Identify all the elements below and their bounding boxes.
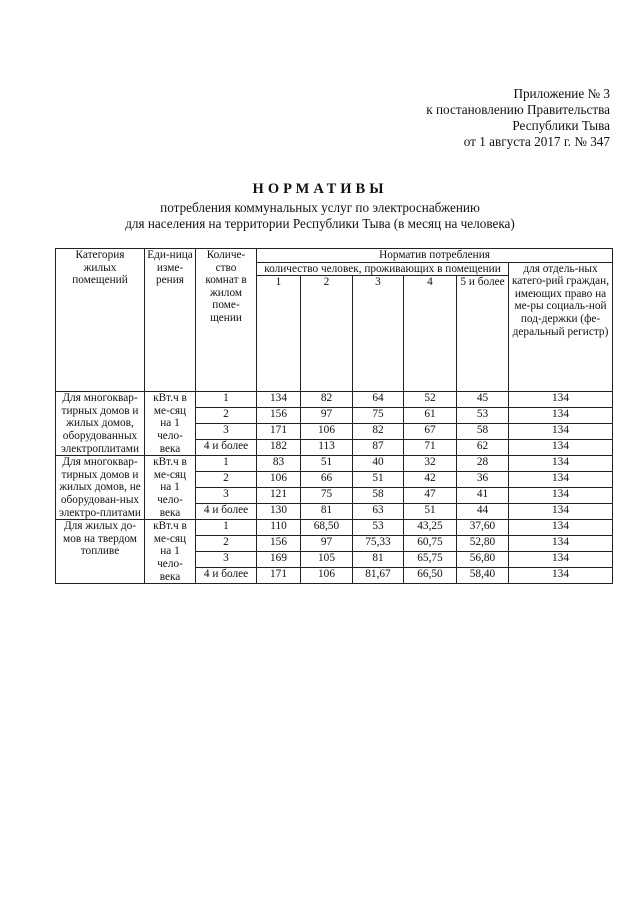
rooms-cell: 4 и более — [196, 568, 257, 584]
rooms-cell: 1 — [196, 520, 257, 536]
value-cell: 62 — [457, 440, 509, 456]
value-cell: 97 — [301, 408, 353, 424]
value-cell: 41 — [457, 488, 509, 504]
appendix-number: Приложение № 3 — [513, 86, 610, 101]
value-cell: 121 — [257, 488, 301, 504]
value-cell: 97 — [301, 536, 353, 552]
value-cell: 51 — [353, 472, 404, 488]
rooms-cell: 3 — [196, 488, 257, 504]
value-cell: 134 — [257, 392, 301, 408]
value-cell: 64 — [353, 392, 404, 408]
value-cell: 40 — [353, 456, 404, 472]
value-cell: 110 — [257, 520, 301, 536]
header-people-3: 3 — [353, 276, 404, 392]
special-value-cell: 134 — [509, 472, 613, 488]
header-rooms: Количе-ство комнат в жилом поме-щении — [196, 249, 257, 392]
special-value-cell: 134 — [509, 504, 613, 520]
value-cell: 182 — [257, 440, 301, 456]
document-title: НОРМАТИВЫ — [252, 181, 388, 197]
value-cell: 58,40 — [457, 568, 509, 584]
category-cell: Для жилых до-мов на твердом топливе — [56, 520, 145, 584]
value-cell: 171 — [257, 568, 301, 584]
value-cell: 51 — [301, 456, 353, 472]
special-value-cell: 134 — [509, 440, 613, 456]
value-cell: 106 — [301, 568, 353, 584]
special-value-cell: 134 — [509, 488, 613, 504]
header-people-2: 2 — [301, 276, 353, 392]
rooms-cell: 2 — [196, 408, 257, 424]
value-cell: 68,50 — [301, 520, 353, 536]
value-cell: 52 — [404, 392, 457, 408]
rooms-cell: 1 — [196, 392, 257, 408]
value-cell: 81 — [353, 552, 404, 568]
header-norm: Норматив потребления — [257, 249, 613, 263]
value-cell: 43,25 — [404, 520, 457, 536]
rooms-cell: 2 — [196, 472, 257, 488]
value-cell: 32 — [404, 456, 457, 472]
value-cell: 75,33 — [353, 536, 404, 552]
value-cell: 87 — [353, 440, 404, 456]
value-cell: 81 — [301, 504, 353, 520]
value-cell: 56,80 — [457, 552, 509, 568]
special-value-cell: 134 — [509, 568, 613, 584]
value-cell: 156 — [257, 408, 301, 424]
value-cell: 63 — [353, 504, 404, 520]
header-people-1: 1 — [257, 276, 301, 392]
value-cell: 58 — [353, 488, 404, 504]
table-row — [56, 520, 613, 536]
header-unit: Еди-ница изме-рения — [145, 249, 196, 392]
value-cell: 156 — [257, 536, 301, 552]
value-cell: 65,75 — [404, 552, 457, 568]
value-cell: 60,75 — [404, 536, 457, 552]
unit-cell: кВт.ч в ме-сяц на 1 чело-века — [145, 520, 196, 584]
header-people-5: 5 и более — [457, 276, 509, 392]
header-people-4: 4 — [404, 276, 457, 392]
rooms-cell: 4 и более — [196, 440, 257, 456]
value-cell: 105 — [301, 552, 353, 568]
value-cell: 36 — [457, 472, 509, 488]
value-cell: 52,80 — [457, 536, 509, 552]
header-special: для отдель-ных катего-рий граждан, имеющих право на ме-ры социаль-ной под-держки (фе-деральный регистр) — [509, 262, 613, 392]
header-category: Категория жилых помещений — [56, 249, 145, 392]
special-value-cell: 134 — [509, 536, 613, 552]
unit-cell: кВт.ч в ме-сяц на 1 чело-века — [145, 456, 196, 520]
rooms-cell: 3 — [196, 424, 257, 440]
special-value-cell: 134 — [509, 424, 613, 440]
value-cell: 130 — [257, 504, 301, 520]
special-value-cell: 134 — [509, 552, 613, 568]
table-row — [56, 456, 613, 472]
value-cell: 58 — [457, 424, 509, 440]
subtitle-line-1: потребления коммунальных услуг по электроснабжению — [160, 200, 480, 215]
special-value-cell: 134 — [509, 408, 613, 424]
category-cell: Для многоквар-тирных домов и жилых домов, не оборудован-ных электро-плитами — [56, 456, 145, 520]
table-body — [56, 392, 613, 584]
value-cell: 83 — [257, 456, 301, 472]
value-cell: 66 — [301, 472, 353, 488]
value-cell: 67 — [404, 424, 457, 440]
value-cell: 61 — [404, 408, 457, 424]
value-cell: 106 — [301, 424, 353, 440]
value-cell: 53 — [457, 408, 509, 424]
value-cell: 82 — [353, 424, 404, 440]
appendix-republic: Республики Тыва — [512, 118, 610, 133]
rooms-cell: 4 и более — [196, 504, 257, 520]
value-cell: 81,67 — [353, 568, 404, 584]
value-cell: 113 — [301, 440, 353, 456]
table-header — [56, 249, 613, 392]
value-cell: 28 — [457, 456, 509, 472]
appendix-resolution: к постановлению Правительства — [426, 102, 610, 117]
appendix-date: от 1 августа 2017 г. № 347 — [463, 134, 610, 149]
value-cell: 45 — [457, 392, 509, 408]
value-cell: 169 — [257, 552, 301, 568]
value-cell: 66,50 — [404, 568, 457, 584]
rooms-cell: 3 — [196, 552, 257, 568]
value-cell: 53 — [353, 520, 404, 536]
value-cell: 47 — [404, 488, 457, 504]
special-value-cell: 134 — [509, 520, 613, 536]
value-cell: 51 — [404, 504, 457, 520]
header-people: количество человек, проживающих в помещении — [257, 262, 509, 276]
special-value-cell: 134 — [509, 456, 613, 472]
value-cell: 106 — [257, 472, 301, 488]
value-cell: 37,60 — [457, 520, 509, 536]
value-cell: 42 — [404, 472, 457, 488]
document-subtitle — [0, 200, 640, 231]
value-cell: 44 — [457, 504, 509, 520]
special-value-cell: 134 — [509, 392, 613, 408]
rooms-cell: 2 — [196, 536, 257, 552]
norms-table — [55, 248, 613, 584]
appendix-header — [360, 86, 610, 150]
rooms-cell: 1 — [196, 456, 257, 472]
value-cell: 171 — [257, 424, 301, 440]
value-cell: 82 — [301, 392, 353, 408]
unit-cell: кВт.ч в ме-сяц на 1 чело-века — [145, 392, 196, 456]
table-row — [56, 392, 613, 408]
value-cell: 71 — [404, 440, 457, 456]
category-cell: Для многоквар-тирных домов и жилых домов, оборудованных электроплитами — [56, 392, 145, 456]
value-cell: 75 — [353, 408, 404, 424]
value-cell: 75 — [301, 488, 353, 504]
subtitle-line-2: для населения на территории Республики Тыва (в месяц на человека) — [125, 215, 515, 231]
